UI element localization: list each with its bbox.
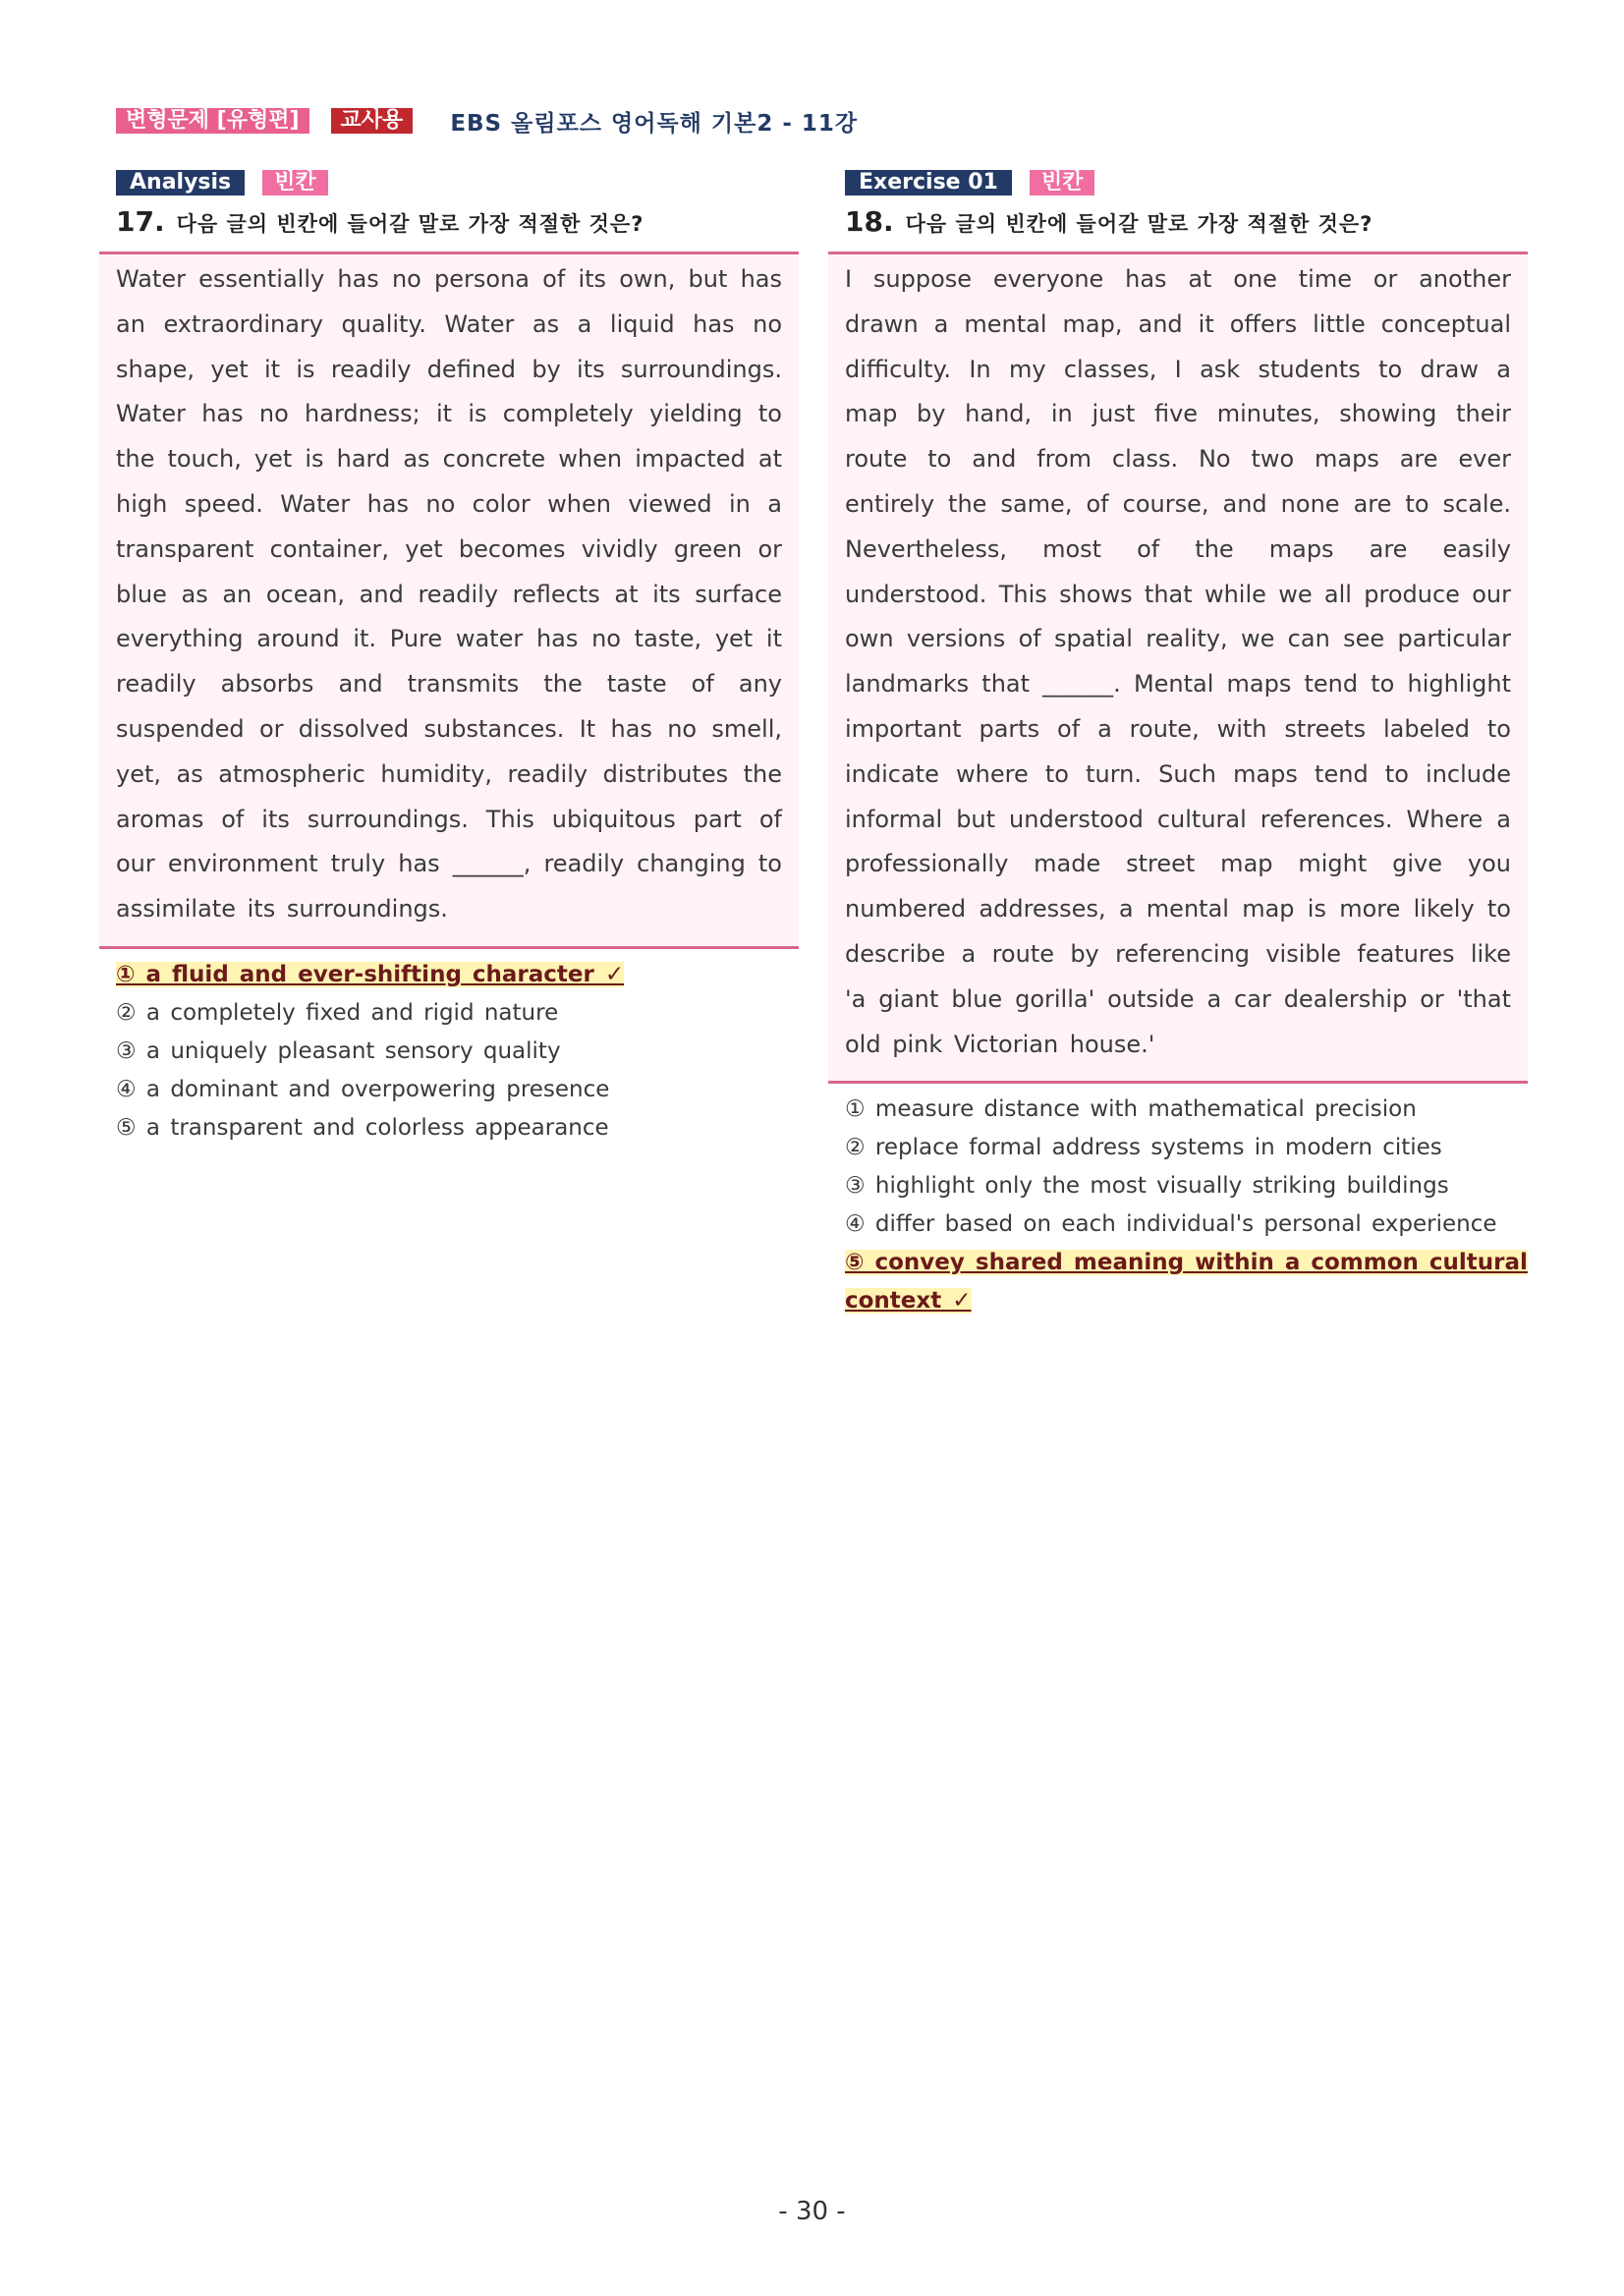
- question-17: [116, 205, 799, 239]
- choice-2[interactable]: ② a completely fixed and rigid nature: [116, 999, 559, 1026]
- choice-text: ⑤ convey shared meaning within a common cultural context ✓: [845, 1250, 1528, 1315]
- header-title: EBS 올림포스 영어독해 기본2 - 11강: [450, 110, 859, 137]
- choice-list: [99, 956, 799, 1148]
- question-text: 다음 글의 빈칸에 들어갈 말로 가장 적절한 것은?: [905, 212, 1373, 236]
- question-number: 18.: [845, 205, 894, 238]
- question-number: 17.: [116, 205, 165, 238]
- passage-box: [99, 252, 799, 949]
- choice-4[interactable]: ④ differ based on each individual's personal experience: [845, 1211, 1497, 1238]
- right-column: [828, 170, 1528, 1320]
- page-header: [116, 106, 858, 136]
- choice-5[interactable]: ⑤ a transparent and colorless appearance: [116, 1114, 609, 1141]
- right-labels: [845, 170, 1528, 196]
- choice-1[interactable]: [116, 956, 799, 994]
- teacher-tag: 교사용: [331, 108, 414, 134]
- choice-list: [828, 1091, 1528, 1320]
- question-18: [845, 205, 1528, 239]
- left-labels: [116, 170, 799, 196]
- category-label: 빈칸: [262, 170, 328, 196]
- choice-4[interactable]: ④ a dominant and overpowering presence: [116, 1076, 610, 1102]
- choice-5[interactable]: [845, 1244, 1528, 1320]
- left-column: [99, 170, 799, 1148]
- passage-text: Water essentially has no persona of its own, but has an extraordinary quality. Water as a liquid has no shape, yet it is readily defined by its surroundings. Water has no hardness; it is completely yielding to the touch, yet is hard as concrete when impacted at high speed. Water has no color when viewed in a transparent container, yet becomes vividly green or blue as an ocean, and readily reflects at its surface everything around it. Pure water has no taste, yet it readily absorbs and transmits the taste of any suspended or dissolved substances. It has no smell, yet, as atmospheric humidity, readily distributes the aromas of its surroundings. This ubiquitous part of our environment truly has ______, readily changing to assimilate its surroundings.: [116, 265, 782, 924]
- page-number: - 30 -: [778, 2197, 846, 2226]
- choice-text: ① a fluid and ever-shifting character ✓: [116, 961, 625, 987]
- choice-2[interactable]: ② replace formal address systems in modern cities: [845, 1135, 1442, 1161]
- choice-3[interactable]: ③ a uniquely pleasant sensory quality: [116, 1037, 561, 1064]
- analysis-label: Analysis: [116, 170, 245, 196]
- choice-3[interactable]: ③ highlight only the most visually striking buildings: [845, 1173, 1449, 1200]
- passage-box: [828, 252, 1528, 1084]
- question-text: 다음 글의 빈칸에 들어갈 말로 가장 적절한 것은?: [176, 212, 644, 236]
- category-label: 빈칸: [1030, 170, 1095, 196]
- variant-tag: 변형문제 [유형편]: [116, 108, 309, 134]
- choice-1[interactable]: ① measure distance with mathematical precision: [845, 1096, 1417, 1123]
- exercise-label: Exercise 01: [845, 170, 1012, 196]
- passage-text: I suppose everyone has at one time or another drawn a mental map, and it offers little conceptual difficulty. In my classes, I ask students to draw a map by hand, in just five minutes, showing their route to and from class. No two maps are ever entirely the same, of course, and none are to scale. Nevertheless, most of the maps are easily understood. This shows that while we all produce our own versions of spatial reality, we can see particular landmarks that ______. Mental maps tend to highlight important parts of a route, with streets labeled to indicate where to turn. Such maps tend to include informal but understood cultural references. Where a professionally made street map might give you numbered addresses, a mental map is more likely to describe a route by referencing visible features like 'a giant blue gorilla' outside a car dealership or 'that old pink Victorian house.': [845, 265, 1511, 1058]
